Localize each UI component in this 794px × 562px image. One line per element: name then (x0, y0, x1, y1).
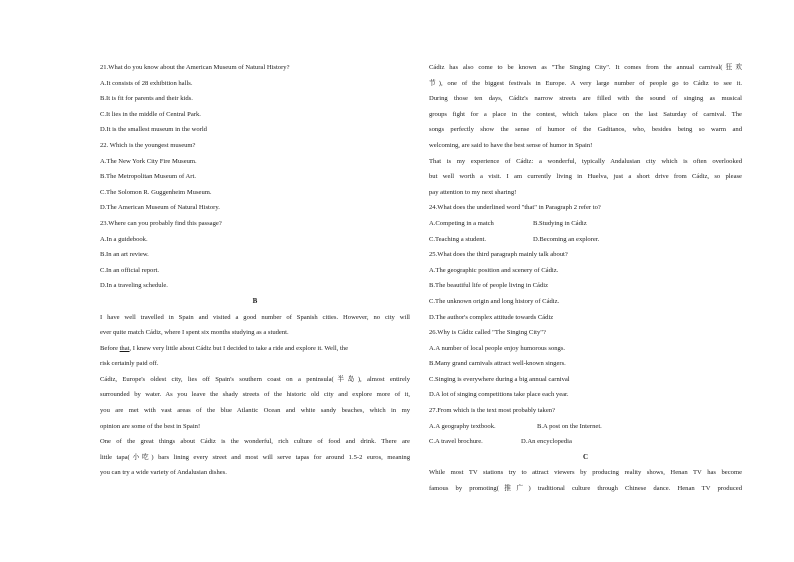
question-21-stem: 21.What do you know about the American Museum of Natural History? (100, 64, 290, 71)
question-21-option-d: D.It is the smallest museum in the world (100, 126, 207, 134)
question-24-option-b: B.Studying in Cádiz (533, 219, 587, 227)
passage-b-line: ever quite match Cádiz, where I spent six months studying as a student. (100, 329, 289, 337)
passage-b-line (100, 341, 410, 357)
question-23-option-b: B.In an art review. (100, 251, 149, 259)
question-21-option-b: B.It is fit for parents and their kids. (100, 95, 193, 103)
question-26-option-b: B.Many grand carnivals attract well-known singers. (429, 360, 566, 368)
question-27-option-d: D.An encyclopedia (521, 438, 572, 446)
question-25-option-c: C.The unknown origin and long history of Cádiz. (429, 297, 560, 305)
question-23-stem: 23.Where can you probably find this passage? (100, 219, 222, 227)
passage-b-line: risk certainly paid off. (100, 360, 159, 368)
question-22-option-a: A.The New York City Fire Museum. (100, 157, 197, 165)
passage-b-line: groups fight for a place in the contest, which takes place on the last Saturday of carnival. The (429, 110, 742, 118)
question-27-option-b: B.A post on the Internet. (537, 422, 602, 430)
passage-b-line: you can try a wide variety of Andalusian dishes. (100, 469, 227, 477)
question-24-stem: 24.What does the underlined word "that" in Paragraph 2 refer to? (429, 204, 601, 212)
question-23-option-d: D.In a traveling schedule. (100, 282, 168, 290)
question-21-option-c: C.It lies in the middle of Central Park. (100, 110, 201, 118)
passage-b-line: One of the great things about Cádiz is the wonderful, rich culture of food and drink. There are (100, 438, 410, 446)
question-24-option-c: C.Teaching a student. (429, 235, 487, 243)
left-column (100, 60, 410, 481)
passage-b-line: I have well travelled in Spain and visited a good number of Spanish cities. However, no city will (100, 313, 410, 321)
passage-b-line: songs perfectly show the sense of humor of the Gaditanos, who, besides being so warm and (429, 126, 742, 134)
question-23-option-c: C.In an official report. (100, 266, 160, 274)
question-25-option-b: B.The beautiful life of people living in Cádiz (429, 282, 549, 290)
right-column (429, 60, 742, 497)
passage-b-line: pay attention to my next sharing! (429, 188, 517, 196)
question-26-option-c: C.Singing is everywhere during a big annual carnival (429, 375, 570, 383)
question-26-option-a: A.A number of local people enjoy humorous songs. (429, 344, 566, 352)
passage-c-line: While most TV stations try to attract viewers by producing reality shows, Henan TV has become (429, 469, 742, 477)
passage-b-line: welcoming, are said to have the best sense of humor in Spain! (429, 141, 593, 149)
question-26-stem: 26.Why is Cádiz called "The Singing City"? (429, 329, 546, 337)
passage-b-line: During those ten days, Cádiz's narrow streets are filled with the sound of singing as musical (429, 95, 742, 103)
passage-b-line: you are met with vast areas of the blue Atlantic Ocean and white sandy beaches, which in my (100, 407, 410, 415)
question-27-option-c: C.A travel brochure. (429, 438, 483, 446)
passage-b-line: 节), one of the biggest festivals in Europe. A very large number of people go to Cádiz to see it. (429, 79, 742, 87)
passage-b-line: That is my experience of Cádiz: a wonderful, typically Andalusian city which is often overlooked (429, 157, 742, 165)
passage-b-text: Before (100, 344, 120, 352)
question-24-option-a: A.Competing in a match (429, 219, 494, 227)
passage-c-line: famous by promoting(推广) traditional culture through Chinese dance. Henan TV produced (429, 485, 742, 493)
question-25-option-d: D.The author's complex attitude towards Cádiz (429, 313, 554, 321)
question-22-option-b: B.The Metropolitan Museum of Art. (100, 173, 196, 181)
section-c-heading: C (582, 452, 589, 461)
section-b-heading: B (252, 296, 258, 305)
question-23-option-a: A.In a guidebook. (100, 235, 148, 243)
question-24-option-d: D.Becoming an explorer. (533, 235, 600, 243)
passage-b-line: opinion are some of the best in Spain! (100, 422, 201, 430)
question-22-option-c: C.The Solomon R. Guggenheim Museum. (100, 188, 212, 196)
passage-b-line: surrounded by water. As you leave the shady streets of the historic old city and explore more of it, (100, 391, 410, 399)
passage-b-line: Cádiz has also come to be known as "The Singing City". It comes from the annual carnival(狂欢 (429, 64, 742, 71)
question-27-options-row-1 (429, 419, 742, 435)
underlined-word-that: that (119, 344, 130, 352)
question-24-options-row-2 (429, 232, 742, 248)
question-22-stem: 22. Which is the youngest museum? (100, 141, 196, 149)
passage-b-line: but well worth a visit. I am currently living in Huelva, just a short drive from Cádiz, so please (429, 173, 742, 181)
question-25-option-a: A.The geographic position and scenery of Cádiz. (429, 266, 559, 274)
question-27-stem: 27.From which is the text most probably taken? (429, 407, 555, 415)
question-22-option-d: D.The American Museum of Natural History. (100, 204, 220, 212)
passage-b-line: Cádiz, Europe's oldest city, lies off Spain's southern coast on a peninsula(半岛), almost entirely (100, 375, 410, 383)
question-26-option-d: D.A lot of singing competitions take place each year. (429, 391, 569, 399)
passage-b-text: , I knew very little about Cádiz but I decided to take a ride and explore it. Well, the (129, 344, 349, 352)
question-27-option-a: A.A geography textbook. (429, 422, 496, 430)
question-24-options-row-1 (429, 216, 742, 232)
question-25-stem: 25.What does the third paragraph mainly talk about? (429, 251, 568, 259)
passage-b-line: little tapa(小吃) bars lining every street and most will serve tapas for around 1.5-2 euros, meaning (100, 453, 410, 461)
question-21-option-a: A.It consists of 28 exhibition halls. (100, 79, 193, 87)
question-27-options-row-2 (429, 434, 742, 450)
